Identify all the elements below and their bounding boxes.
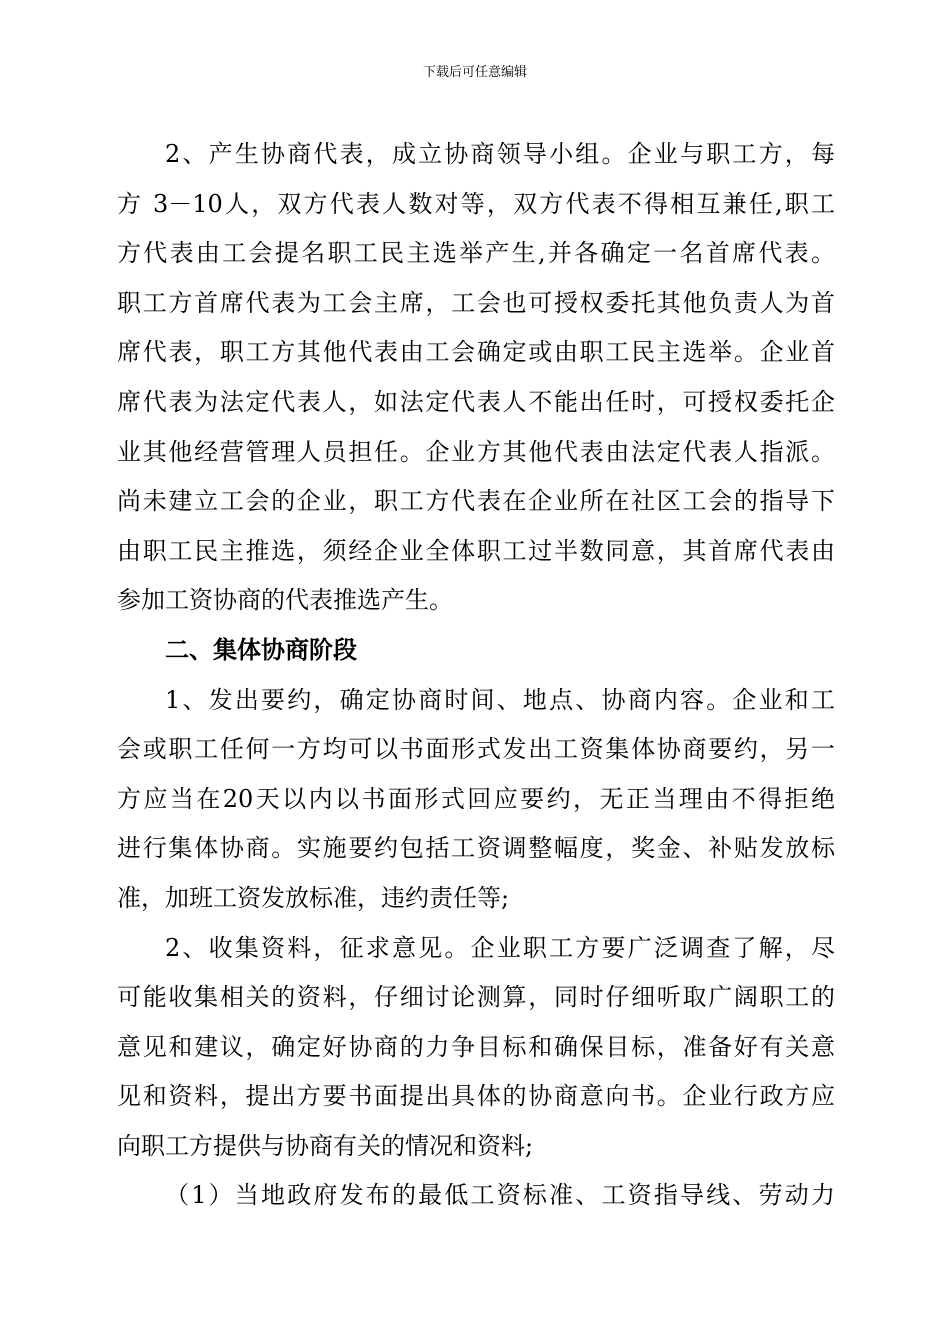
text-line: 由职工民主推选，须经企业全体职工过半数同意，其首席代表由 xyxy=(117,536,835,565)
text-line: 方应当在20天以内以书面形式回应要约，无正当理由不得拒绝 xyxy=(117,784,835,813)
text-line: 准，加班工资发放标准，违约责任等; xyxy=(117,883,510,912)
text-line: 职工方首席代表为工会主席，工会也可授权委托其他负责人为首 xyxy=(117,288,835,317)
text-line: 方代表由工会提名职工民主选举产生,并各确定一名首席代表。 xyxy=(117,239,835,268)
text-line: 可能收集相关的资料，仔细讨论测算，同时仔细听取广阔职工的 xyxy=(117,983,835,1012)
page-header: 下载后可任意编辑 xyxy=(422,65,527,80)
text-line: 2、产生协商代表，成立协商领导小组。企业与职工方，每 xyxy=(165,140,835,168)
text-line: 参加工资协商的代表推选产生。 xyxy=(117,586,453,615)
text-line: 向职工方提供与协商有关的情况和资料; xyxy=(117,1131,534,1160)
text-line: 见和资料，提出方要书面提出具体的协商意向书。企业行政方应 xyxy=(117,1082,835,1111)
section-heading: 二、集体协商阶段 xyxy=(165,635,357,664)
text-line: 业其他经营管理人员担任。企业方其他代表由法定代表人指派。 xyxy=(117,437,835,466)
text-line: 尚未建立工会的企业，职工方代表在企业所在社区工会的指导下 xyxy=(117,487,835,516)
text-line: 方 3－10人，双方代表人数对等，双方代表不得相互兼任,职工 xyxy=(117,189,835,218)
text-line: 1、发出要约，确定协商时间、地点、协商内容。企业和工 xyxy=(165,685,835,714)
text-line: 席代表，职工方其他代表由工会确定或由职工民主选举。企业首 xyxy=(117,338,835,367)
text-line: （1）当地政府发布的最低工资标准、工资指导线、劳动力 xyxy=(165,1181,835,1210)
text-line: 席代表为法定代表人，如法定代表人不能出任时，可授权委托企 xyxy=(117,387,835,416)
document-body xyxy=(117,130,835,1221)
text-line: 意见和建议，确定好协商的力争目标和确保目标，准备好有关意 xyxy=(117,1032,835,1061)
text-line: 会或职工任何一方均可以书面形式发出工资集体协商要约，另一 xyxy=(117,735,835,764)
text-line: 2、收集资料，征求意见。企业职工方要广泛调查了解，尽 xyxy=(165,933,835,962)
text-line: 进行集体协商。实施要约包括工资调整幅度，奖金、补贴发放标 xyxy=(117,834,835,863)
